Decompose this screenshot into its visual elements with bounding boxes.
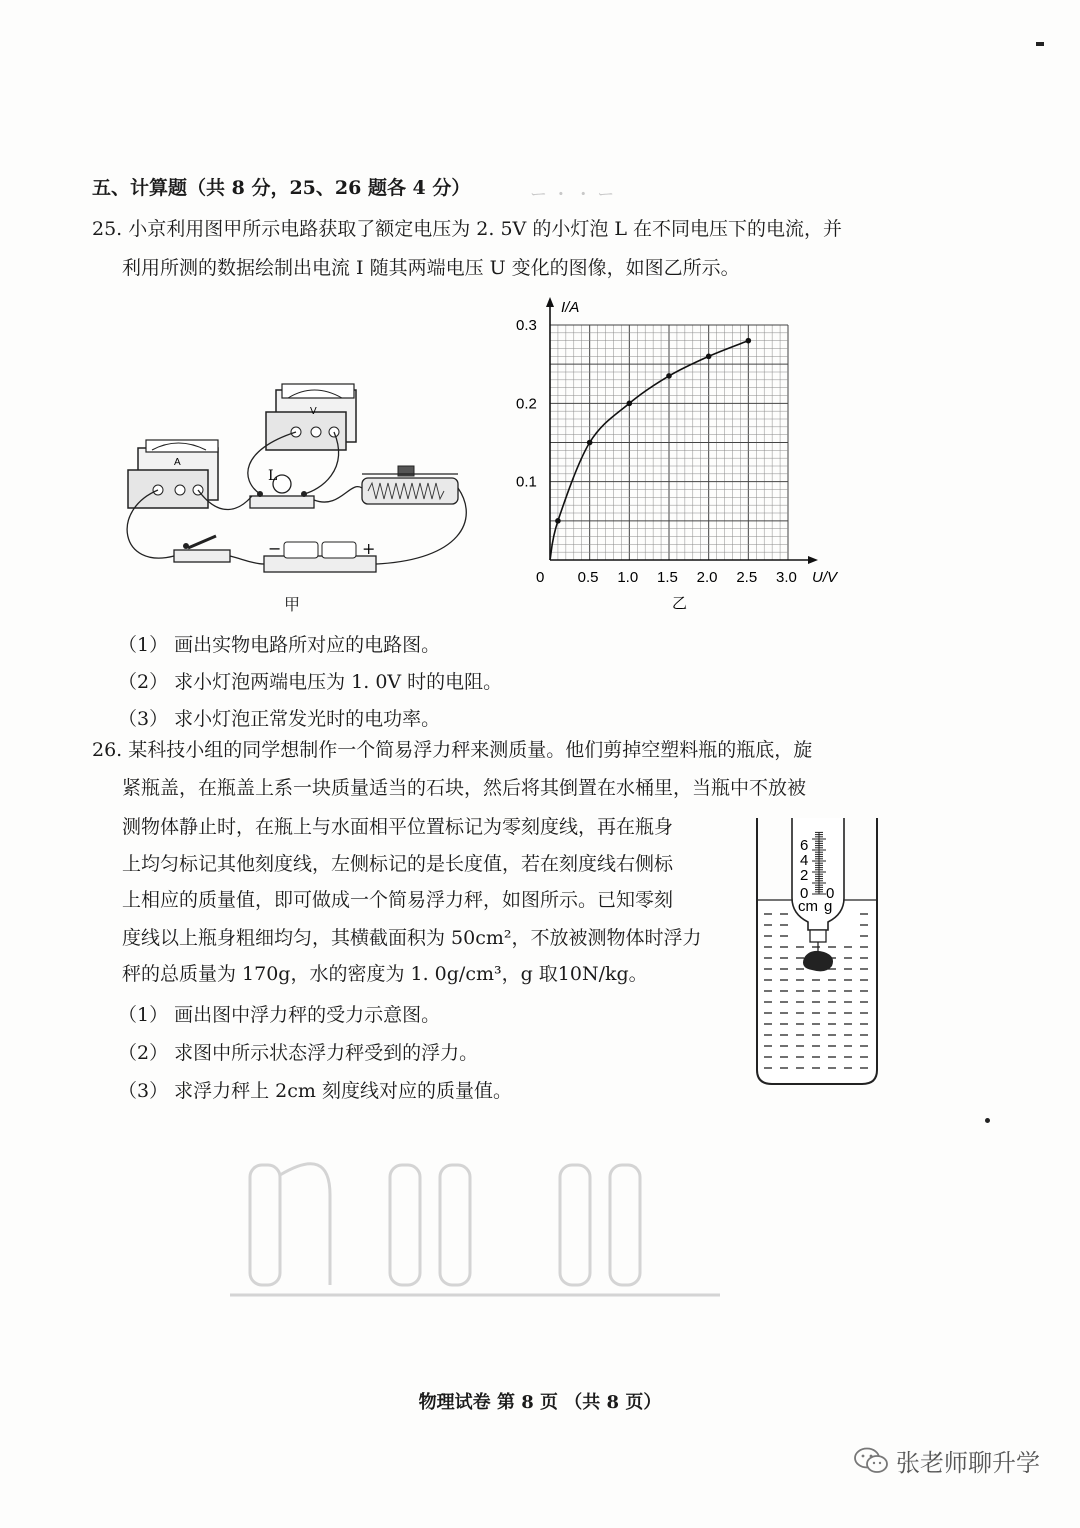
data-point bbox=[627, 401, 633, 407]
page-footer: 物理试卷 第 8 页 （共 8 页） bbox=[418, 1392, 662, 1413]
speck bbox=[985, 1118, 990, 1123]
corner-mark bbox=[1036, 42, 1044, 46]
iu-chart bbox=[500, 290, 860, 620]
circuit-figure bbox=[100, 370, 500, 620]
bleed-through-figure bbox=[220, 1135, 740, 1315]
bottle-cap-icon bbox=[810, 930, 826, 942]
switch-icon bbox=[174, 536, 230, 562]
x-tick-label: 2.0 bbox=[696, 569, 718, 586]
lamp-icon bbox=[250, 475, 314, 508]
q26-line-7: 秤的总质量为 170g，水的密度为 1. 0g/cm³，g 取10N/kg。 bbox=[122, 963, 648, 985]
figure-yi-label: 乙 bbox=[672, 595, 688, 612]
battery-plus: + bbox=[362, 539, 376, 558]
bleed-text: ー ・ ・ ー bbox=[530, 185, 615, 205]
q26-sub-2: （2） 求图中所示状态浮力秤受到的浮力。 bbox=[118, 1042, 479, 1064]
scale-label-4: 4 bbox=[800, 852, 809, 869]
y-tick-label: 0.1 bbox=[516, 473, 537, 491]
data-point bbox=[746, 338, 752, 344]
q25-line-1: 25. 小京利用图甲所示电路获取了额定电压为 2. 5V 的小灯泡 L 在不同电压下的电流，并 bbox=[92, 218, 843, 240]
q26-line-2: 紧瓶盖，在瓶盖上系一块质量适当的石块，然后将其倒置在水桶里，当瓶中不放被 bbox=[122, 777, 807, 799]
x-tick-label: 2.5 bbox=[736, 569, 758, 586]
q26-line-5: 上相应的质量值，即可做成一个简易浮力秤，如图所示。已知零刻 bbox=[122, 889, 674, 911]
x-tick-label: 3.0 bbox=[776, 569, 797, 586]
scale-label-2: 2 bbox=[800, 867, 809, 884]
y-axis-label: I/A bbox=[561, 299, 580, 316]
chart-series bbox=[550, 338, 751, 560]
figure-jia-label: 甲 bbox=[284, 595, 301, 614]
q26-line-6: 度线以上瓶身粗细均匀，其横截面积为 50cm²，不放被测物体时浮力 bbox=[122, 927, 702, 949]
y-tick-label: 0.3 bbox=[516, 317, 537, 334]
q26-line-4: 上均匀标记其他刻度线，左侧标记的是长度值，若在刻度线右侧标 bbox=[122, 853, 674, 875]
x-axis-label: U/V bbox=[812, 569, 838, 586]
scale-label-0: 0 bbox=[800, 885, 809, 902]
section-title: 五、计算题（共 8 分，25、26 题各 4 分） bbox=[92, 177, 471, 199]
x-axis-arrow bbox=[808, 556, 818, 564]
scale-unit-g: g bbox=[824, 898, 833, 915]
data-point bbox=[706, 354, 712, 360]
chart-grid bbox=[550, 325, 788, 560]
chart-axes bbox=[546, 297, 818, 564]
svg-text:A: A bbox=[174, 457, 181, 468]
rheostat-icon bbox=[362, 466, 458, 504]
y-axis-arrow bbox=[546, 297, 554, 307]
q26-line-1: 26. 某科技小组的同学想制作一个简易浮力秤来测质量。他们剪掉空塑料瓶的瓶底，旋 bbox=[92, 739, 813, 761]
scale-unit-cm: cm bbox=[798, 898, 818, 915]
watermark bbox=[854, 1443, 1040, 1478]
q26-line-3: 测物体静止时，在瓶上与水面相平位置标记为零刻度线，再在瓶身 bbox=[122, 816, 674, 838]
y-tick-label: 0.2 bbox=[516, 395, 537, 413]
x-tick-label: 0 bbox=[536, 569, 545, 586]
wechat-icon bbox=[854, 1447, 888, 1475]
data-point bbox=[555, 518, 561, 524]
svg-text:V: V bbox=[310, 406, 317, 417]
q26-sub-3: （3） 求浮力秤上 2cm 刻度线对应的质量值。 bbox=[118, 1080, 512, 1102]
q25-sub-3: （3） 求小灯泡正常发光时的电功率。 bbox=[118, 708, 441, 730]
data-point bbox=[666, 373, 672, 379]
x-tick-label: 1.0 bbox=[617, 569, 639, 586]
data-point bbox=[587, 440, 593, 446]
x-tick-label: 0.5 bbox=[577, 569, 599, 586]
battery-minus: − bbox=[268, 539, 282, 558]
q26-sub-1: （1） 画出图中浮力秤的受力示意图。 bbox=[118, 1004, 441, 1026]
x-tick-label: 1.5 bbox=[657, 569, 678, 586]
scale-label-6: 6 bbox=[800, 837, 809, 854]
q25-sub-1: （1） 画出实物电路所对应的电路图。 bbox=[118, 634, 441, 656]
q25-line-2: 利用所测的数据绘制出电流 I 随其两端电压 U 变化的图像，如图乙所示。 bbox=[122, 257, 740, 279]
q25-sub-2: （2） 求小灯泡两端电压为 1. 0V 时的电阻。 bbox=[118, 671, 503, 693]
voltmeter-icon bbox=[266, 384, 356, 450]
lamp-label: L bbox=[268, 468, 278, 484]
scale-label-right-0: 0 bbox=[826, 885, 835, 902]
floating-scale-figure bbox=[752, 818, 882, 1090]
watermark-text: 张老师聊升学 bbox=[896, 1449, 1040, 1477]
